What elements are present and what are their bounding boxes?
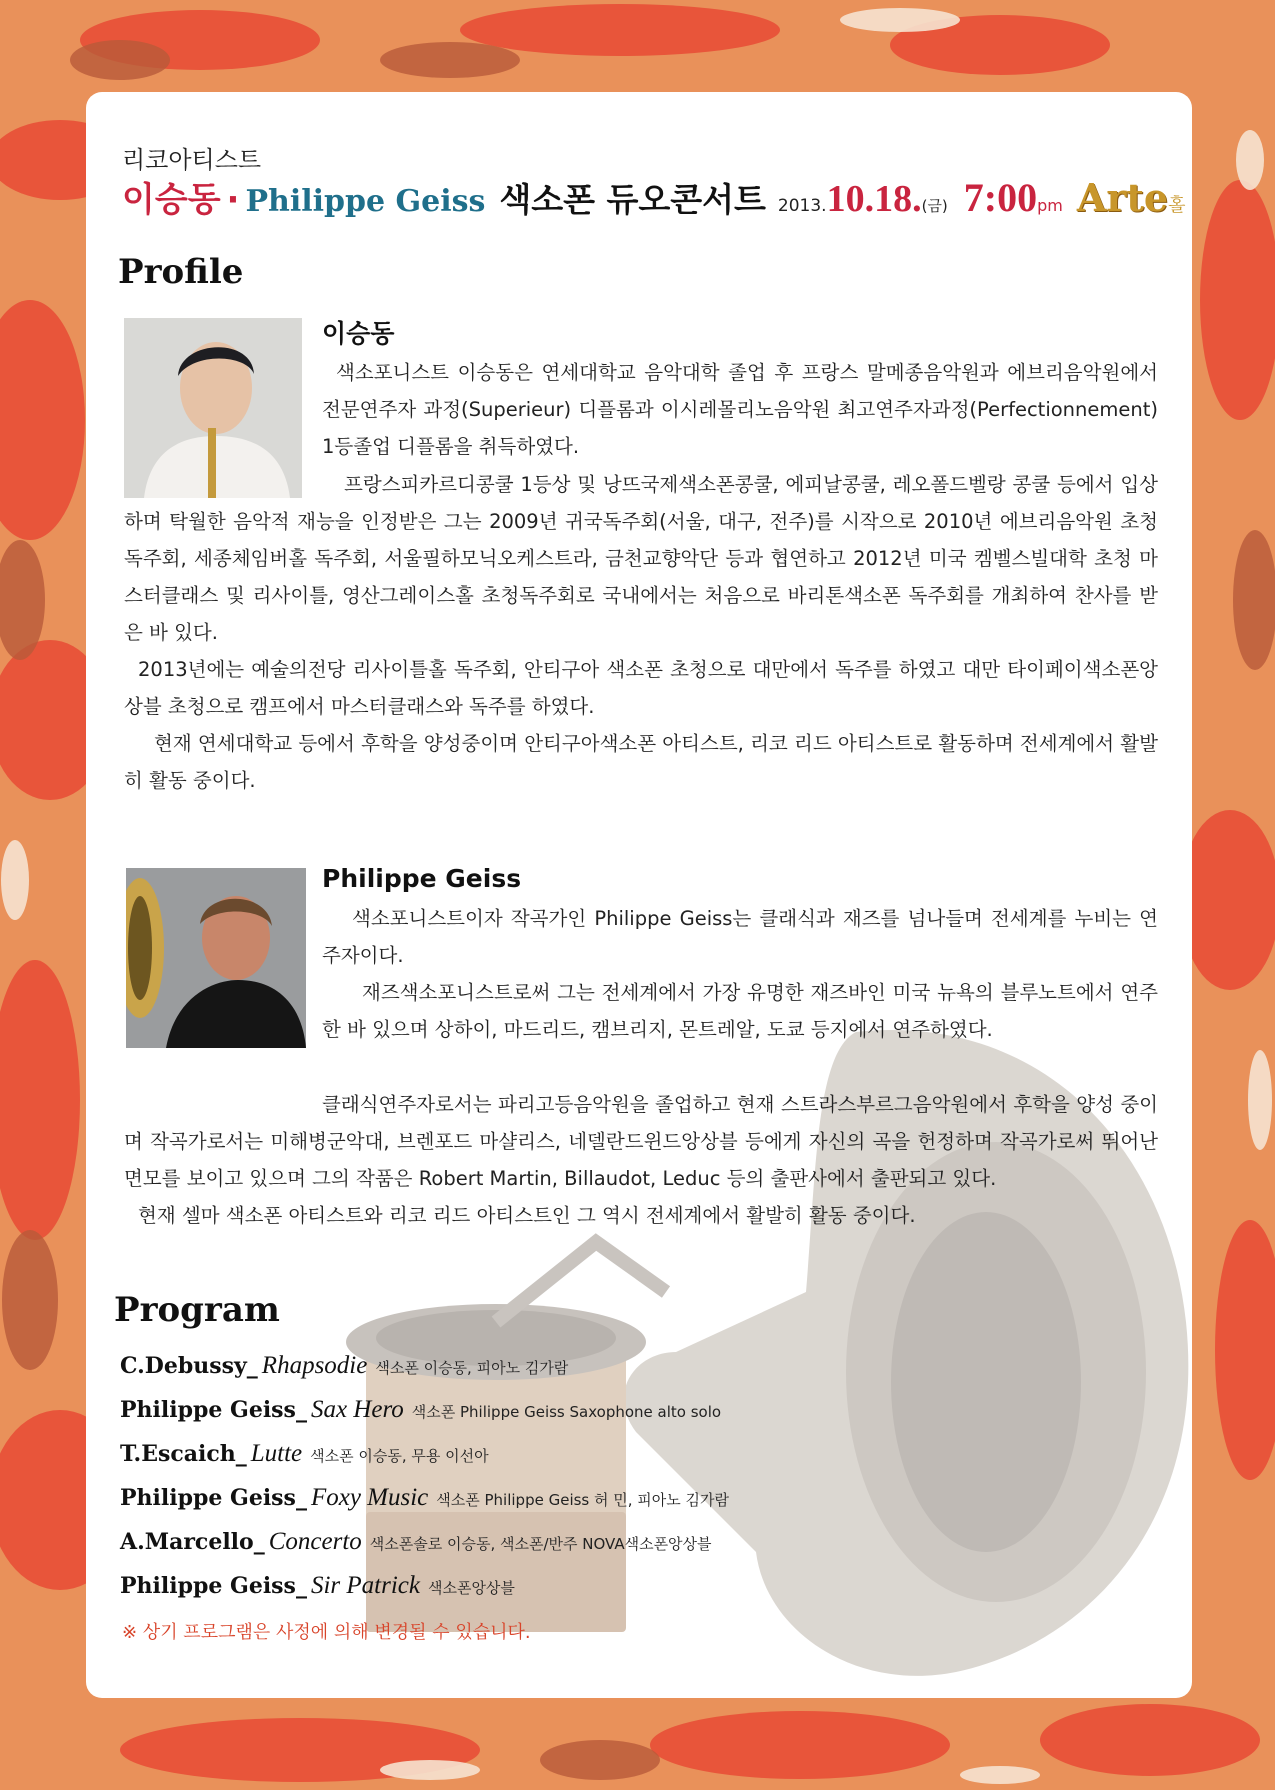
venue-hall: 홀 xyxy=(1168,195,1186,216)
program-performers: 색소폰 이승동, 무용 이선아 xyxy=(310,1447,489,1465)
artist-name-heading: Philippe Geiss xyxy=(322,864,522,893)
bio-paragraph: 색소포니스트 이승동은 연세대학교 음악대학 졸업 후 프랑스 말메종음악원과 에브리음악원에서 전문연주자 과정(Superieur) 디플롬과 이시레몰리노음악원 최고연주자과정(Perfectionnement) 1등졸업 디플롬을 취득하였다. xyxy=(322,361,1158,458)
bio-paragraph: 현재 연세대학교 등에서 후학을 양성중이며 안티구아색소폰 아티스트, 리코 리드 아티스트로 활동하며 전세계에서 활발히 활동 중이다. xyxy=(124,732,1158,792)
artist-bio xyxy=(124,1086,1158,1234)
concert-weekday: (금) xyxy=(921,197,948,215)
header-subtitle: 리코아티스트 xyxy=(122,146,262,174)
artist-name-geiss: Philippe Geiss xyxy=(245,184,486,219)
program-item xyxy=(120,1432,1120,1476)
program-work: Foxy Music xyxy=(310,1484,429,1511)
program-item xyxy=(120,1564,1120,1608)
program-performers: 색소폰 이승동, 피아노 김가람 xyxy=(375,1359,569,1377)
portrait-philippe-geiss xyxy=(126,868,306,1048)
bio-paragraph: 프랑스피카르디콩쿨 1등상 및 낭뜨국제색소폰콩쿨, 에피날콩쿨, 레오폴드벨랑 콩쿨 등에서 입상하며 탁월한 음악적 재능을 인정받은 그는 2009년 귀국독주회(서울, 대구, 전주)를 시작으로 2010년 에브리음악원 초청독주회, 세종체임버홀 독주회, 서울필하모닉오케스트라, 금천교향악단 등과 협연하고 2012년 미국 켐벨스빌대학 초청 마스터클래스 및 리사이틀, 영산그레이스홀 초청독주회로 국내에서는 처음으로 바리톤색소폰 독주회를 개최하여 찬사를 받은 바 있다. xyxy=(124,473,1158,644)
bio-paragraph: 색소포니스트이자 작곡가인 Philippe Geiss는 클래식과 재즈를 넘나들며 전세계를 누비는 연주자이다. xyxy=(322,907,1158,967)
program-work: Concerto xyxy=(268,1528,362,1555)
bio-paragraph: 현재 셀마 색소폰 아티스트와 리코 리드 아티스트인 그 역시 전세계에서 활발히 활동 중이다. xyxy=(138,1204,916,1227)
program-work: Sir Patrick xyxy=(310,1572,420,1599)
bio-paragraph: 2013년에는 예술의전당 리사이틀홀 독주회, 안티구아 색소폰 초청으로 대만에서 독주를 하였고 대만 타이페이색소폰앙상블 초청으로 캠프에서 마스터클래스와 독주를 하였다. xyxy=(124,658,1158,718)
program-work: Lutte xyxy=(250,1440,303,1467)
program-composer: T.Escaich_ xyxy=(120,1441,247,1467)
concert-title-line xyxy=(122,172,1186,232)
concert-time: 7:00 xyxy=(963,175,1038,220)
program-performers: 색소폰 Philippe Geiss Saxophone alto solo xyxy=(411,1403,722,1421)
program-performers: 색소폰앙상블 xyxy=(427,1579,515,1597)
program-list xyxy=(120,1344,1120,1608)
program-item xyxy=(120,1476,1120,1520)
program-item xyxy=(120,1388,1120,1432)
program-item xyxy=(120,1344,1120,1388)
concert-time-suffix: pm xyxy=(1037,196,1063,215)
artist-bio-intro xyxy=(322,354,1158,465)
program-composer: A.Marcello_ xyxy=(120,1529,265,1555)
artist-bio-intro xyxy=(322,900,1158,1048)
program-performers: 색소폰 Philippe Geiss 허 민, 피아노 김가람 xyxy=(436,1491,730,1509)
profile-heading: Profile xyxy=(118,252,244,292)
content-panel xyxy=(86,92,1192,1698)
program-composer: Philippe Geiss_ xyxy=(120,1397,307,1423)
program-item xyxy=(120,1520,1120,1564)
program-composer: Philippe Geiss_ xyxy=(120,1485,307,1511)
concert-title: 색소폰 듀오콘서트 xyxy=(499,180,766,219)
program-work: Sax Hero xyxy=(310,1396,404,1423)
title-separator: · xyxy=(226,180,240,220)
bio-paragraph: 재즈색소포니스트로써 그는 전세계에서 가장 유명한 재즈바인 미국 뉴욕의 블루노트에서 연주한 바 있으며 상하이, 마드리드, 캠브리지, 몬트레알, 도쿄 등지에서 연주하였다. xyxy=(322,981,1158,1041)
program-composer: Philippe Geiss_ xyxy=(120,1573,307,1599)
program-performers: 색소폰솔로 이승동, 색소폰/반주 NOVA색소폰앙상블 xyxy=(369,1535,712,1553)
bio-paragraph: 클래식연주자로서는 파리고등음악원을 졸업하고 현재 스트라스부르그음악원에서 후학을 양성 중이며 작곡가로서는 미해병군악대, 브렌포드 마샬리스, 네델란드윈드앙상블 등에게 자신의 곡을 헌정하며 작곡가로써 뛰어난 면모를 보이고 있으며 그의 작품은 Robert Martin, Billaudot, Leduc 등의 출판사에서 출판되고 있다. xyxy=(124,1093,1158,1190)
program-change-notice: ※ 상기 프로그램은 사정에 의해 변경될 수 있습니다. xyxy=(122,1622,531,1643)
concert-date: 10.18. xyxy=(826,178,922,220)
artist-name-lee: 이승동 xyxy=(122,180,221,220)
program-work: Rhapsodie xyxy=(261,1352,368,1379)
concert-year: 2013. xyxy=(777,196,827,216)
program-heading: Program xyxy=(114,1290,280,1330)
artist-name-heading: 이승동 xyxy=(322,319,395,348)
venue-logo: Arte xyxy=(1076,175,1169,220)
artist-bio xyxy=(124,466,1158,799)
program-composer: C.Debussy_ xyxy=(120,1353,258,1379)
